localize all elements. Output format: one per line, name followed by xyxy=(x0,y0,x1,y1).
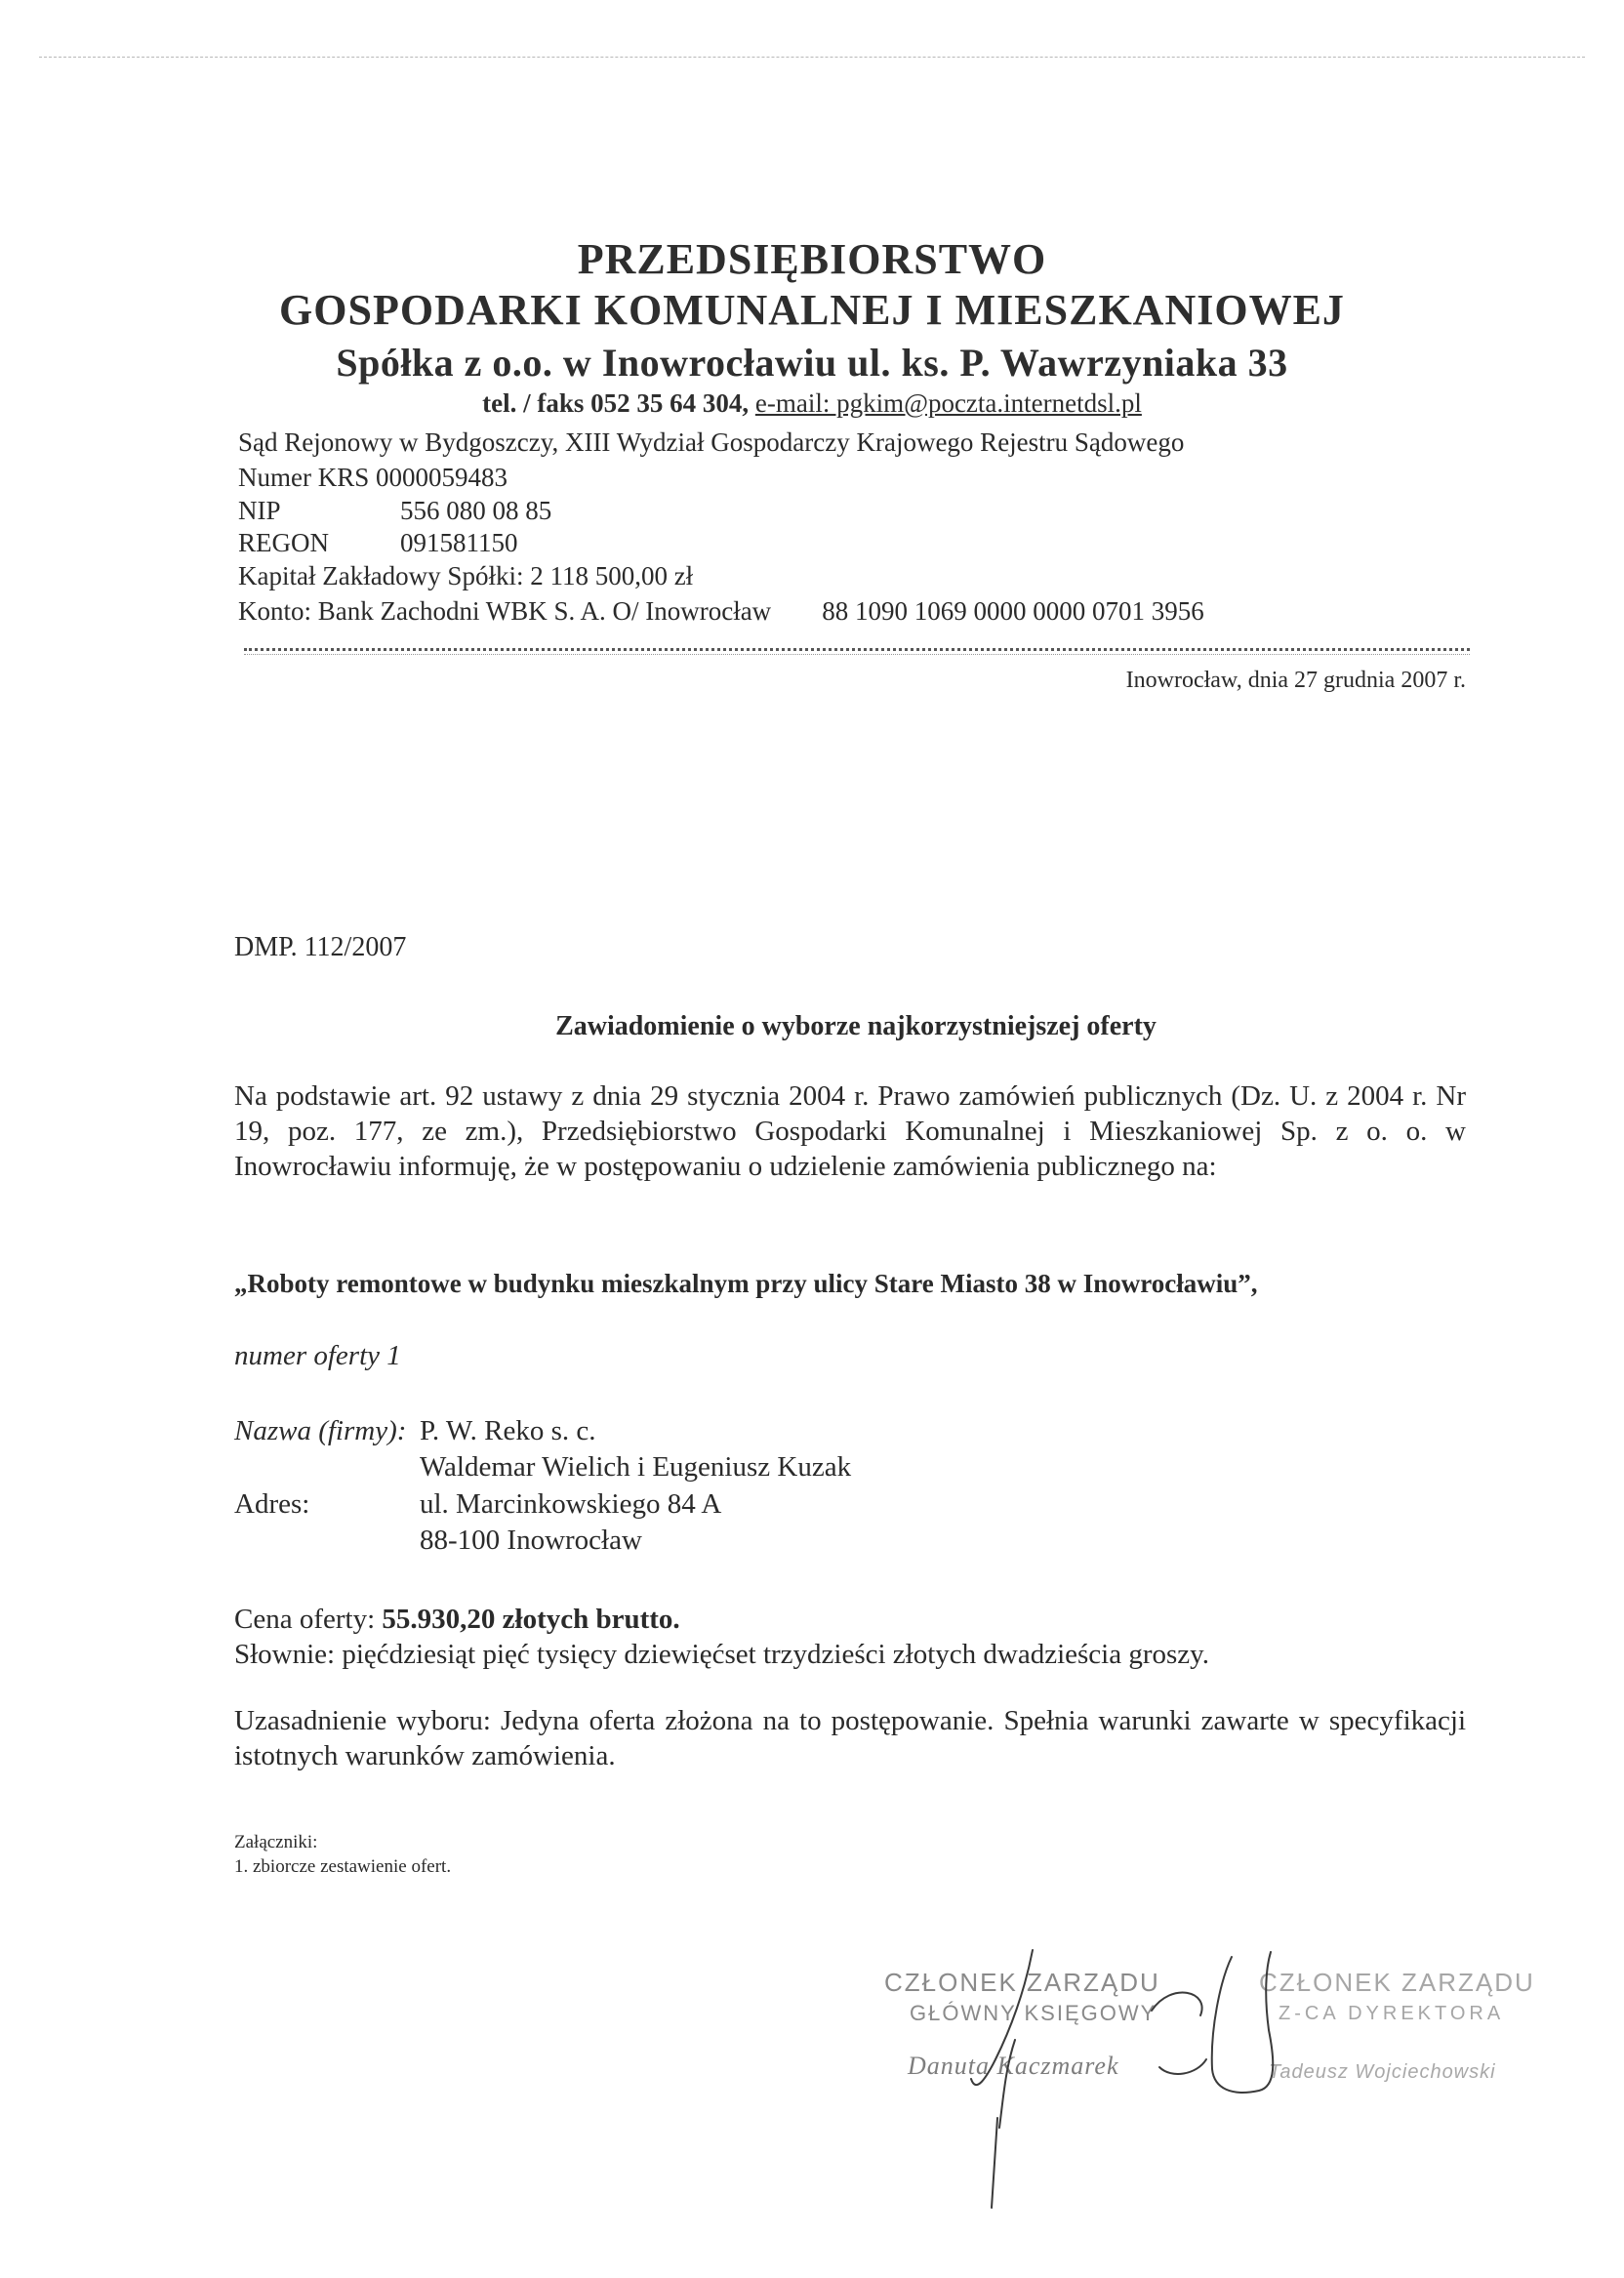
address-value-2: 88-100 Inowrocław xyxy=(420,1525,642,1556)
attachment-item: 1. zbiorcze zestawienie ofert. xyxy=(234,1856,452,1877)
bank-account-label: Konto: Bank Zachodni WBK S. A. O/ Inowrocław xyxy=(238,596,772,626)
price-value: 55.930,20 złotych brutto. xyxy=(382,1604,680,1635)
nip-row xyxy=(238,496,551,526)
company-name-line2: GOSPODARKI KOMUNALNEJ I MIESZKANIOWEJ xyxy=(279,286,1345,334)
offer-price xyxy=(234,1604,680,1636)
header-divider xyxy=(244,648,1470,651)
scan-edge-line xyxy=(39,57,1585,58)
justification-paragraph: Uzasadnienie wyboru: Jedyna oferta złożona na to postępowanie. Spełnia warunki zawarte w specyfikacji istotnych warunków zamówienia. xyxy=(234,1705,1466,1771)
address-value-1: ul. Marcinkowskiego 84 A xyxy=(420,1488,722,1520)
regon-value: 091581150 xyxy=(400,528,518,557)
intro-paragraph: Na podstawie art. 92 ustawy z dnia 29 stycznia 2004 r. Prawo zamówień publicznych (Dz. U. z 2004 r. Nr 19, poz. 177, ze zm.), Przedsiębiorstwo Gospodarki Komunalnej i Mieszkaniowej Sp. z o. o. w Inowrocławiu informuję, że w postępowaniu o udzielenie zamówienia publicznego na: xyxy=(234,1080,1466,1182)
stamp-right-name: Tadeusz Wojciechowski xyxy=(1269,2061,1496,2083)
bank-account-row xyxy=(238,596,1204,627)
share-capital: Kapitał Zakładowy Spółki: 2 118 500,00 zł xyxy=(238,561,694,590)
document-title: Zawiadomienie o wyborze najkorzystniejszej oferty xyxy=(555,1011,1157,1041)
contract-subject: „Roboty remontowe w budynku mieszkalnym przy ulicy Stare Miasto 38 w Inowrocławiu”, xyxy=(234,1269,1258,1298)
stamp-right-role: Z-CA DYREKTORA xyxy=(1279,2003,1505,2024)
reference-number: DMP. 112/2007 xyxy=(234,932,407,962)
header-divider-secondary xyxy=(244,654,1470,655)
nip-label: NIP xyxy=(238,496,281,525)
regon-row xyxy=(238,528,518,558)
company-address: Spółka z o.o. w Inowrocławiu ul. ks. P. Wawrzyniaka 33 xyxy=(336,341,1288,385)
email-link[interactable]: e-mail: pgkim@poczta.internetdsl.pl xyxy=(754,388,1142,418)
stamp-left-title: CZŁONEK ZARZĄDU xyxy=(884,1968,1160,1997)
price-in-words: Słownie: pięćdziesiąt pięć tysięcy dziewięćset trzydzieści złotych dwadzieścia groszy. xyxy=(234,1639,1210,1670)
company-name-value-2: Waldemar Wielich i Eugeniusz Kuzak xyxy=(420,1451,852,1483)
krs-number: Numer KRS 0000059483 xyxy=(238,463,508,492)
stamp-left-role: GŁÓWNY KSIĘGOWY xyxy=(910,2001,1157,2025)
court-registry: Sąd Rejonowy w Bydgoszczy, XIII Wydział Gospodarczy Krajowego Rejestru Sądowego xyxy=(238,427,1185,457)
stamp-right-title: CZŁONEK ZARZĄDU xyxy=(1259,1968,1535,1997)
bank-account-number: 88 1090 1069 0000 0000 0701 3956 xyxy=(822,596,1204,626)
price-label: Cena oferty: xyxy=(234,1604,376,1635)
company-name-value-1: P. W. Reko s. c. xyxy=(420,1415,596,1446)
address-label: Adres: xyxy=(234,1488,310,1520)
regon-label: REGON xyxy=(238,528,329,557)
company-name-label: Nazwa (firmy): xyxy=(234,1415,407,1446)
signature-flourish xyxy=(1152,1992,1206,2073)
offer-number: numer oferty 1 xyxy=(234,1340,401,1371)
attachments-heading: Załączniki: xyxy=(234,1832,318,1852)
document-date: Inowrocław, dnia 27 grudnia 2007 r. xyxy=(1125,668,1466,693)
company-name-line1: PRZEDSIĘBIORSTWO xyxy=(577,235,1047,283)
phone-fax: tel. / faks 052 35 64 304, xyxy=(482,388,750,418)
stamp-left-name: Danuta Kaczmarek xyxy=(908,2052,1119,2080)
company-contact xyxy=(0,388,1624,419)
nip-value: 556 080 08 85 xyxy=(400,496,552,525)
